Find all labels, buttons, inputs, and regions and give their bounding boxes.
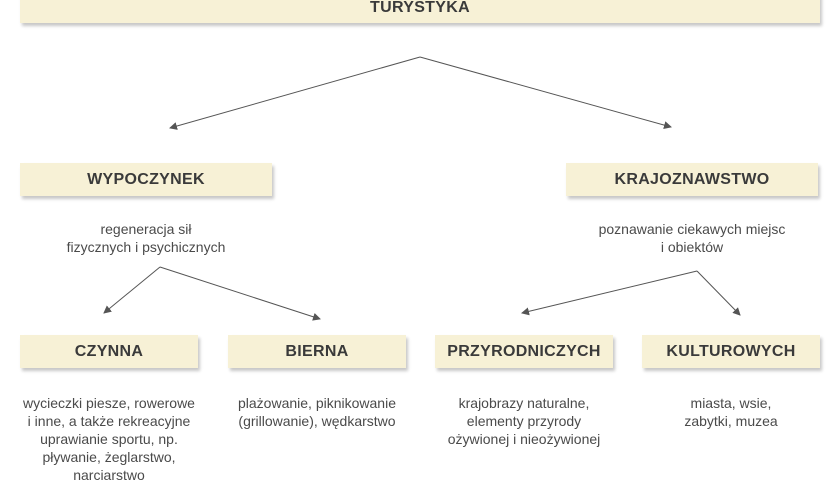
desc-line: zabytki, muzea [684, 413, 778, 429]
node-krajoznawstwo-label: KRAJOZNAWSTWO [614, 170, 770, 188]
arrow-krajoznawstwo-to-kulturowych [697, 271, 740, 315]
desc-line: fizycznych i psychicznych [66, 239, 226, 255]
arrow-root-to-krajoznawstwo [420, 57, 671, 127]
node-czynna-label: CZYNNA [74, 342, 144, 360]
desc-line: (grillowanie), wędkarstwo [238, 413, 396, 429]
desc-line: narciarstwo [73, 467, 145, 483]
desc-line: regeneracja sił [100, 221, 192, 237]
node-bierna-description [218, 394, 416, 430]
node-przyrodniczych-label: PRZYRODNICZYCH [447, 342, 601, 360]
node-kulturowych-label: KULTUROWYCH [666, 342, 796, 360]
root-node-box [20, 0, 820, 23]
node-wypoczynek [20, 163, 272, 196]
desc-line: uprawianie sportu, np. [40, 431, 178, 447]
arrow-wypoczynek-to-bierna [160, 267, 320, 319]
root-node-label: TURYSTYKA [370, 0, 470, 16]
arrow-wypoczynek-to-czynna [104, 267, 160, 313]
node-wypoczynek-label: WYPOCZYNEK [87, 170, 205, 188]
node-przyrodniczych-description [420, 394, 628, 448]
desc-line: pływanie, żeglarstwo, [42, 449, 176, 465]
node-czynna [20, 335, 198, 368]
desc-line: krajobrazy naturalne, [458, 395, 590, 411]
desc-line: wycieczki piesze, rowerowe [23, 395, 195, 411]
arrow-krajoznawstwo-to-przyrodniczych [522, 271, 697, 313]
node-kulturowych-description [632, 394, 830, 430]
desc-line: i obiektów [660, 239, 724, 255]
node-bierna-label: BIERNA [285, 342, 349, 360]
arrow-root-to-wypoczynek [170, 57, 420, 128]
node-kulturowych [642, 335, 820, 368]
node-przyrodniczych [435, 335, 613, 368]
node-czynna-description [10, 394, 208, 484]
desc-line: poznawanie ciekawych miejsc [598, 221, 786, 237]
node-krajoznawstwo-description [566, 220, 818, 256]
node-krajoznawstwo [566, 163, 818, 196]
desc-line: elementy przyrody [466, 413, 582, 429]
desc-line: miasta, wsie, [690, 395, 772, 411]
node-bierna [228, 335, 406, 368]
node-wypoczynek-description [20, 220, 272, 256]
desc-line: plażowanie, piknikowanie [238, 395, 396, 411]
desc-line: i inne, a także rekreacyjne [27, 413, 191, 429]
desc-line: ożywionej i nieożywionej [447, 431, 601, 447]
